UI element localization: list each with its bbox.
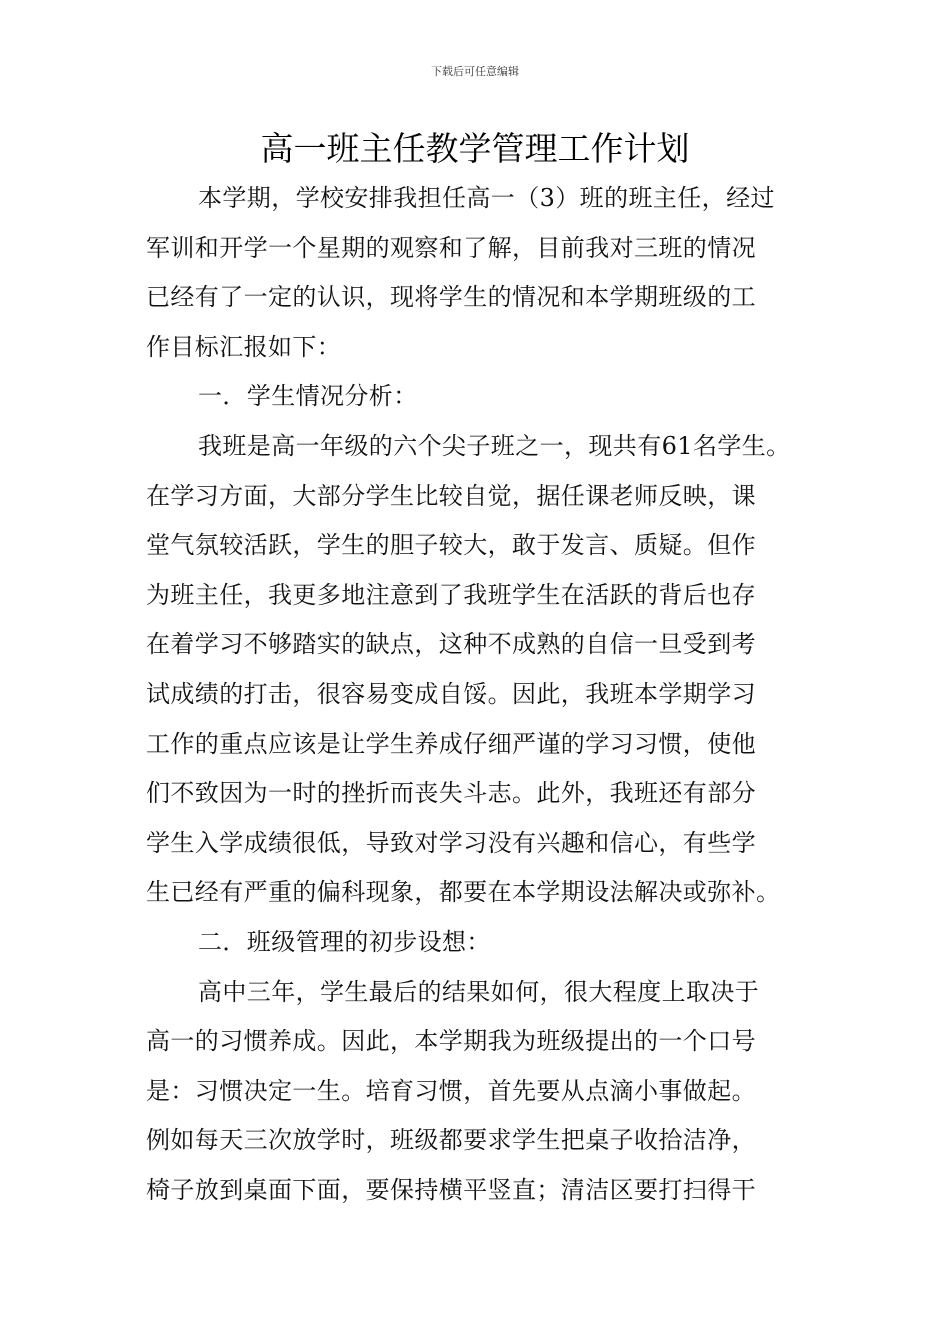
section-heading: 二．班级管理的初步设想： <box>198 927 491 956</box>
body-line: 是：习惯决定一生。培育习惯，首先要从点滴小事做起。 <box>146 1076 756 1105</box>
document-title: 高一班主任教学管理工作计划 <box>260 129 690 168</box>
body-line: 在着学习不够踏实的缺点，这种不成熟的自信一旦受到考 <box>146 630 756 659</box>
body-line: 作目标汇报如下： <box>146 332 342 361</box>
header-note: 下载后可任意编辑 <box>431 65 519 78</box>
body-line: 生已经有严重的偏科现象，都要在本学期设法解决或弥补。 <box>146 878 781 907</box>
body-line: 例如每天三次放学时，班级都要求学生把桌子收拾洁净， <box>146 1126 756 1155</box>
body-line: 本学期，学校安排我担任高一（3）班的班主任，经过 <box>198 184 775 212</box>
body-line: 们不致因为一时的挫折而丧失斗志。此外，我班还有部分 <box>146 779 756 808</box>
body-line: 为班主任，我更多地注意到了我班学生在活跃的背后也存 <box>146 580 756 609</box>
body-line: 高一的习惯养成。因此，本学期我为班级提出的一个口号 <box>146 1027 756 1056</box>
body-line: 我班是高一年级的六个尖子班之一，现共有61名学生。 <box>198 431 791 460</box>
body-line: 椅子放到桌面下面，要保持横平竖直；清洁区要打扫得干 <box>146 1175 756 1204</box>
body-line: 已经有了一定的认识，现将学生的情况和本学期班级的工 <box>146 283 756 312</box>
document-body <box>146 174 811 1215</box>
body-line: 堂气氛较活跃，学生的胆子较大，敢于发言、质疑。但作 <box>146 531 756 560</box>
body-line: 工作的重点应该是让学生养成仔细严谨的学习习惯，使他 <box>146 729 756 758</box>
body-line: 学生入学成绩很低，导致对学习没有兴趣和信心，有些学 <box>146 828 756 857</box>
body-line: 在学习方面，大部分学生比较自觉，据任课老师反映，课 <box>146 481 756 510</box>
body-line: 高中三年，学生最后的结果如何，很大程度上取决于 <box>198 977 760 1006</box>
body-line: 试成绩的打击，很容易变成自馁。因此，我班本学期学习 <box>146 679 756 708</box>
body-line: 军训和开学一个星期的观察和了解，目前我对三班的情况 <box>146 233 756 262</box>
section-heading: 一．学生情况分析： <box>198 382 418 411</box>
